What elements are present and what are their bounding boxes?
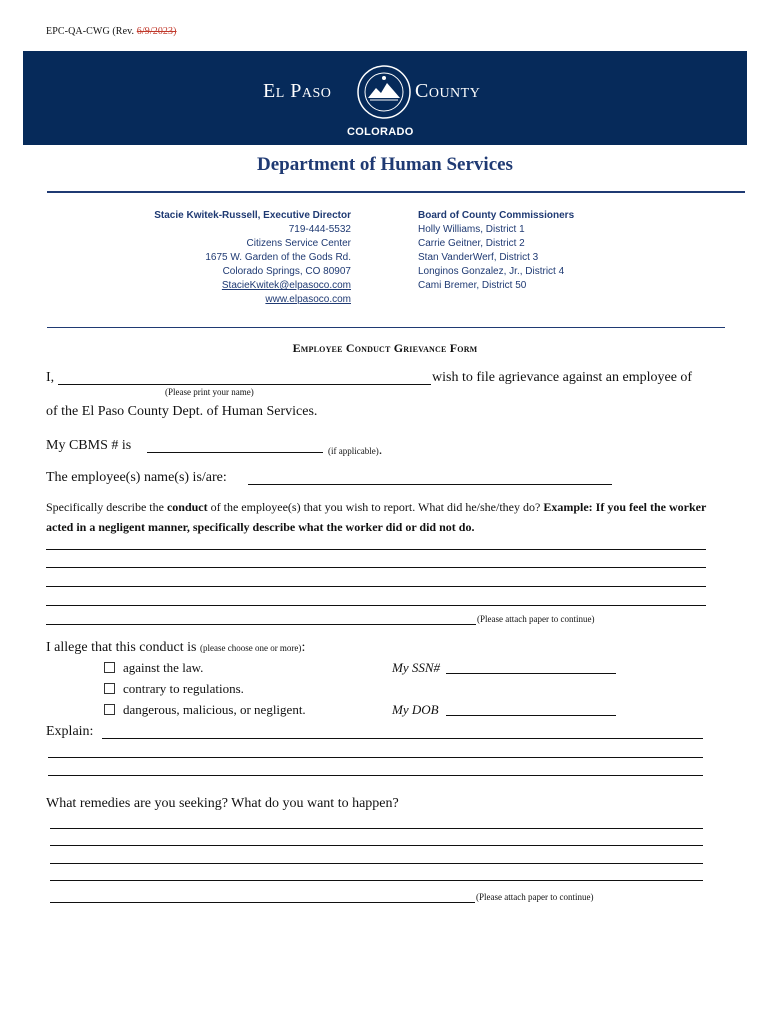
allege-colon: :	[301, 640, 306, 655]
option-label: contrary to regulations.	[123, 681, 244, 696]
option-law[interactable]	[104, 660, 203, 676]
name-field[interactable]	[58, 384, 431, 385]
employee-names-label: The employee(s) name(s) is/are:	[46, 470, 227, 485]
option-dangerous[interactable]	[104, 702, 306, 718]
revision-date: 6/9/2023)	[136, 26, 177, 37]
option-regulations[interactable]	[104, 681, 244, 697]
attach-hint: (Please attach paper to continue)	[477, 614, 595, 624]
commissioners-heading: Board of County Commissioners	[418, 210, 575, 221]
director-name: Stacie Kwitek-Russell, Executive Director	[154, 210, 351, 221]
remedies-line[interactable]	[50, 828, 703, 829]
commissioner-item: Holly Williams, District 1	[418, 224, 525, 235]
director-contact	[111, 209, 351, 307]
explain-label: Explain:	[46, 724, 94, 739]
commissioner-item: Stan VanderWerf, District 3	[418, 252, 539, 263]
header-divider	[47, 191, 745, 193]
director-email-link[interactable]: StacieKwitek@elpasoco.com	[221, 280, 351, 291]
department-text: of the El Paso County Dept. of Human Services.	[46, 404, 318, 419]
allege-text: I allege that this conduct is	[46, 640, 200, 655]
cbms-hint-text: (if applicable)	[328, 446, 379, 456]
revision-code	[46, 26, 177, 37]
explain-line[interactable]	[48, 775, 703, 776]
explain-line[interactable]	[102, 738, 703, 739]
commissioner-item: Carrie Geitner, District 2	[418, 238, 525, 249]
brand-state: COLORADO	[347, 126, 414, 138]
brand-county: County	[415, 80, 481, 102]
remedies-attach-hint: (Please attach paper to continue)	[476, 892, 594, 902]
describe-text-1: Specifically describe the	[46, 500, 167, 514]
commissioner-item: Longinos Gonzalez, Jr., District 4	[418, 266, 565, 277]
describe-instructions	[46, 497, 726, 537]
employee-names-field[interactable]	[248, 484, 612, 485]
remedies-line[interactable]	[50, 902, 475, 903]
revision-prefix: EPC-QA-CWG (Rev.	[46, 26, 137, 37]
remedies-line[interactable]	[50, 863, 703, 864]
describe-line[interactable]	[46, 586, 706, 587]
i-label: I,	[46, 370, 55, 385]
describe-line[interactable]	[46, 549, 706, 550]
describe-line[interactable]	[46, 567, 706, 568]
brand-el-paso: El Paso	[263, 80, 332, 102]
describe-line[interactable]	[46, 605, 706, 606]
department-title: Department of Human Services	[257, 154, 513, 175]
cbms-label: My CBMS # is	[46, 438, 132, 453]
cbms-period: .	[378, 443, 383, 458]
commissioners-list	[418, 209, 658, 293]
checkbox[interactable]	[104, 683, 115, 694]
remedies-line[interactable]	[50, 845, 703, 846]
checkbox[interactable]	[104, 704, 115, 715]
allege-hint: (please choose one or more)	[199, 643, 302, 653]
commissioner-item: Cami Bremer, District 50	[418, 280, 527, 291]
describe-example: Example: If you feel the worker acted in a negligent manner, specifically describe what the worker did or did not do.	[46, 500, 707, 534]
explain-line[interactable]	[48, 757, 703, 758]
cbms-hint	[328, 443, 382, 459]
county-seal-icon	[356, 64, 412, 120]
contact-divider	[47, 327, 725, 328]
director-phone: 719-444-5532	[288, 224, 351, 235]
cbms-field[interactable]	[147, 452, 323, 453]
ssn-field[interactable]	[446, 673, 616, 674]
describe-text-2: of the employee(s) that you wish to report. What did he/she/they do?	[207, 500, 544, 514]
wish-text: wish to file agrievance against an employee of	[432, 370, 693, 385]
office-street: 1675 W. Garden of the Gods Rd.	[205, 252, 351, 263]
dob-label: My DOB	[392, 702, 439, 717]
ssn-label: My SSN#	[392, 660, 441, 675]
option-label: against the law.	[123, 660, 204, 675]
print-name-hint: (Please print your name)	[165, 387, 254, 397]
form-title: Employee Conduct Grievance Form	[292, 341, 478, 355]
describe-line[interactable]	[46, 624, 476, 625]
website-link[interactable]: www.elpasoco.com	[265, 294, 351, 305]
option-label: dangerous, malicious, or negligent.	[123, 702, 306, 717]
office-name: Citizens Service Center	[246, 238, 351, 249]
dob-field[interactable]	[446, 715, 616, 716]
remedies-line[interactable]	[50, 880, 703, 881]
describe-bold: conduct	[166, 500, 208, 514]
allege-label	[46, 640, 305, 656]
remedies-label: What remedies are you seeking? What do you want to happen?	[46, 796, 399, 811]
checkbox[interactable]	[104, 662, 115, 673]
office-city: Colorado Springs, CO 80907	[222, 266, 351, 277]
